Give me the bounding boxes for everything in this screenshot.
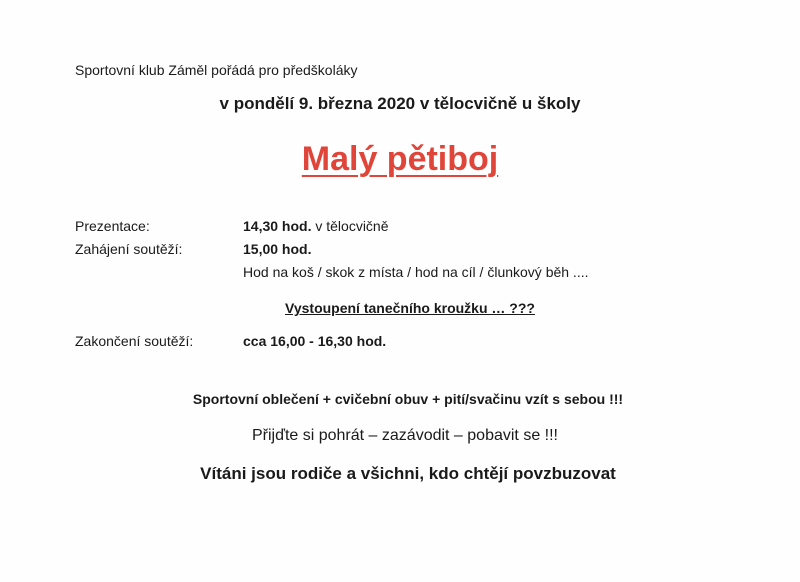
- registration-time: 14,30 hod.: [243, 218, 312, 234]
- welcome-text: Vítáni jsou rodiče a všichni, kdo chtějí povzbuzovat: [200, 464, 616, 483]
- registration-value: [243, 218, 389, 234]
- clothing-note: Sportovní oblečení + cvičební obuv + pití/svačinu vzít s sebou !!!: [192, 391, 624, 407]
- registration-place: v tělocvičně: [311, 218, 389, 234]
- dance-performance: Vystoupení tanečního kroužku … ???: [285, 300, 535, 316]
- registration-label: Prezentace:: [75, 218, 150, 234]
- end-label: Zakončení soutěží:: [75, 333, 194, 349]
- start-label: Zahájení soutěží:: [75, 241, 183, 257]
- start-time: 15,00 hod.: [243, 241, 312, 257]
- disciplines-text: Hod na koš / skok z místa / hod na cíl / člunkový běh ....: [243, 264, 589, 280]
- invitation-text: Přijďte si pohrát – zazávodit – pobavit se !!!: [252, 427, 558, 444]
- end-time: cca 16,00 - 16,30 hod.: [243, 333, 387, 349]
- event-date: v pondělí 9. března 2020 v tělocvičně u školy: [219, 94, 581, 113]
- intro-text: Sportovní klub Záměl pořádá pro předškoláky: [75, 62, 358, 78]
- event-title: Malý pětiboj: [301, 140, 499, 178]
